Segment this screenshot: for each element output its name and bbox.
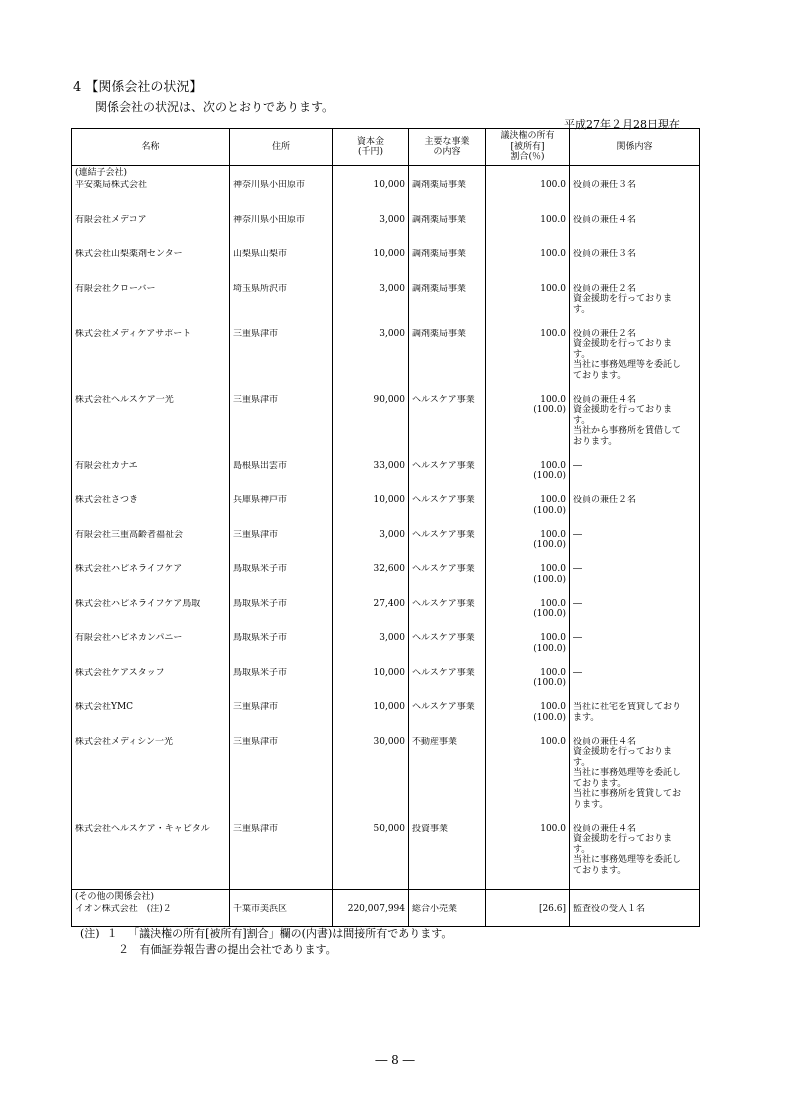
company-voting: [486, 702, 570, 737]
voting-ratio: 100.0: [540, 460, 566, 471]
company-name: 有限会社クローバー: [72, 284, 230, 329]
company-name: 株式会社YMC: [72, 702, 230, 737]
company-address: 鳥取県米子市: [230, 564, 333, 599]
company-capital: 27,400: [333, 599, 409, 634]
company-name: 株式会社ハピネライフケア鳥取: [72, 599, 230, 634]
voting-ratio: 100.0: [540, 667, 566, 678]
voting-ratio-indirect: (100.0): [533, 643, 566, 654]
company-name: 有限会社メデコア: [72, 215, 230, 250]
table-row: [72, 668, 700, 703]
company-business: 調剤薬局事業: [409, 284, 486, 329]
company-relation: [570, 215, 700, 250]
table-row: [72, 180, 700, 215]
company-relation: [570, 824, 700, 890]
voting-ratio-indirect: (100.0): [533, 540, 566, 550]
table-row: [72, 824, 700, 890]
table-row: [72, 495, 700, 530]
group-label-row: [72, 890, 700, 905]
col-header-address: 住所: [230, 129, 333, 166]
parent-name: イオン株式会社 (注)２: [72, 904, 230, 926]
footnote-2: ２ 有価証券報告書の提出会社であります。: [118, 943, 337, 956]
company-relation: [570, 564, 700, 599]
company-business: ヘルスケア事業: [409, 461, 486, 496]
table-row: [72, 461, 700, 496]
company-capital: 3,000: [333, 284, 409, 329]
relation-line: 資金援助を行っておりま: [573, 747, 673, 757]
parent-capital: 220,007,994: [333, 904, 409, 926]
company-relation: [570, 395, 700, 461]
group-label-row: [72, 166, 700, 181]
relation-line: 役員の兼任２名: [573, 328, 637, 339]
company-voting: [486, 530, 570, 565]
company-name: 有限会社カナエ: [72, 461, 230, 496]
table-row: [72, 633, 700, 668]
company-capital: 3,000: [333, 633, 409, 668]
relation-line: ―: [573, 564, 582, 574]
company-name: 株式会社メディケアサポート: [72, 329, 230, 395]
footnotes: [80, 926, 452, 958]
voting-ratio: 100.0: [540, 249, 566, 259]
company-relation: [570, 633, 700, 668]
voting-ratio-indirect: (100.0): [533, 609, 566, 619]
voting-ratio-indirect: (100.0): [533, 471, 566, 481]
company-address: 埼玉県所沢市: [230, 284, 333, 329]
relation-line: す。: [573, 415, 591, 426]
voting-ratio: 100.0: [540, 529, 566, 540]
relation-line: ております。: [573, 370, 627, 381]
company-voting: [486, 395, 570, 461]
company-relation: [570, 530, 700, 565]
company-name: 株式会社山梨薬剤センター: [72, 249, 230, 284]
company-business: ヘルスケア事業: [409, 702, 486, 737]
company-relation: [570, 668, 700, 703]
table-row: [72, 284, 700, 329]
company-address: 山梨県山梨市: [230, 249, 333, 284]
table-row: [72, 904, 700, 926]
company-voting: [486, 329, 570, 395]
company-business: ヘルスケア事業: [409, 395, 486, 461]
company-address: 三重県津市: [230, 395, 333, 461]
col-header-relation: 関係内容: [570, 129, 700, 166]
relation-line: 資金援助を行っておりま: [573, 294, 673, 304]
company-capital: 10,000: [333, 180, 409, 215]
company-capital: 50,000: [333, 824, 409, 890]
table-row: [72, 564, 700, 599]
voting-ratio-indirect: (100.0): [533, 712, 566, 723]
voting-ratio: 100.0: [540, 283, 566, 294]
voting-ratio: 100.0: [540, 328, 566, 339]
table-row: [72, 530, 700, 565]
company-name: 株式会社ケアスタッフ: [72, 668, 230, 703]
company-voting: [486, 668, 570, 703]
company-address: 島根県出雲市: [230, 461, 333, 496]
voting-ratio: 100.0: [540, 736, 566, 747]
table-row: [72, 215, 700, 250]
company-relation: [570, 180, 700, 215]
company-capital: 90,000: [333, 395, 409, 461]
company-voting: [486, 180, 570, 215]
relation-line: す。: [573, 844, 591, 855]
company-capital: 10,000: [333, 702, 409, 737]
company-relation: [570, 284, 700, 329]
company-address: 兵庫県神戸市: [230, 495, 333, 530]
page-number: ― 8 ―: [375, 1053, 415, 1067]
col-header-name: 名称: [72, 129, 230, 166]
company-capital: 30,000: [333, 737, 409, 824]
relation-line: 当社に社宅を賃貸しており: [573, 702, 682, 712]
company-voting: [486, 824, 570, 890]
group-label-other: (その他の関係会社): [72, 890, 230, 905]
voting-ratio-indirect: (100.0): [533, 574, 566, 585]
company-address: 鳥取県米子市: [230, 599, 333, 634]
relation-line: 役員の兼任２名: [573, 283, 637, 294]
relation-line: ―: [573, 633, 582, 643]
parent-business: 総合小売業: [409, 904, 486, 926]
company-capital: 32,600: [333, 564, 409, 599]
company-name: 株式会社ハピネライフケア: [72, 564, 230, 599]
relation-line: 当社から事務所を賃借して: [573, 426, 682, 436]
company-name: 有限会社三重高齢者福祉会: [72, 530, 230, 565]
company-business: ヘルスケア事業: [409, 668, 486, 703]
relation-line: 当社に事務処理等を委託し: [573, 768, 682, 778]
voting-ratio: 100.0: [540, 394, 566, 405]
company-voting: [486, 461, 570, 496]
relation-line: 当社に事務処理等を委託し: [573, 855, 682, 865]
table-header-row: [72, 129, 700, 166]
col-header-voting: 議決権の所有 [被所有] 割合(％): [486, 129, 570, 166]
company-business: ヘルスケア事業: [409, 564, 486, 599]
relation-line: ―: [573, 598, 582, 609]
company-address: 神奈川県小田原市: [230, 215, 333, 250]
company-name: 株式会社さつき: [72, 495, 230, 530]
company-name: 株式会社ヘルスケア一光: [72, 395, 230, 461]
relation-line: 役員の兼任３名: [573, 249, 637, 259]
footnote-1: (注) １ 「議決権の所有[被所有]割合」欄の(内書)は間接所有であります。: [80, 927, 453, 940]
table-row: [72, 329, 700, 395]
company-capital: 3,000: [333, 329, 409, 395]
voting-ratio: 100.0: [540, 823, 566, 834]
company-relation: [570, 737, 700, 824]
company-address: 神奈川県小田原市: [230, 180, 333, 215]
intro-text: 関係会社の状況は、次のとおりであります。: [95, 100, 335, 114]
company-capital: 10,000: [333, 668, 409, 703]
company-voting: [486, 633, 570, 668]
voting-ratio-indirect: (100.0): [533, 505, 566, 516]
relation-line: ―: [573, 460, 582, 471]
company-business: ヘルスケア事業: [409, 633, 486, 668]
section-heading: 4 【関係会社の状況】: [73, 80, 203, 95]
company-voting: [486, 599, 570, 634]
voting-ratio: 100.0: [540, 495, 566, 505]
voting-ratio: 100.0: [540, 702, 566, 712]
relation-line: 資金援助を行っておりま: [573, 339, 673, 349]
company-address: 三重県津市: [230, 824, 333, 890]
company-voting: [486, 564, 570, 599]
company-address: 三重県津市: [230, 329, 333, 395]
relation-line: す。: [573, 757, 591, 768]
as-of-date: 平成27年２月28日現在: [564, 118, 680, 131]
company-business: ヘルスケア事業: [409, 599, 486, 634]
relation-line: す。: [573, 304, 591, 315]
company-business: 調剤薬局事業: [409, 180, 486, 215]
company-address: 三重県津市: [230, 530, 333, 565]
relation-line: ます。: [573, 712, 600, 723]
company-address: 鳥取県米子市: [230, 668, 333, 703]
company-capital: 10,000: [333, 249, 409, 284]
parent-relation: 監査役の受入１名: [570, 904, 700, 926]
company-name: 有限会社ハピネカンパニー: [72, 633, 230, 668]
affiliates-table: [71, 128, 700, 927]
voting-ratio: 100.0: [540, 214, 566, 225]
company-name: 株式会社ヘルスケア・キャピタル: [72, 824, 230, 890]
table-row: [72, 737, 700, 824]
company-relation: [570, 599, 700, 634]
company-voting: [486, 737, 570, 824]
company-business: ヘルスケア事業: [409, 495, 486, 530]
company-address: 三重県津市: [230, 737, 333, 824]
company-address: 三重県津市: [230, 702, 333, 737]
relation-line: ります。: [573, 799, 609, 810]
company-name: 平安薬局株式会社: [72, 180, 230, 215]
company-capital: 10,000: [333, 495, 409, 530]
col-header-capital: 資本金 (千円): [333, 129, 409, 166]
relation-line: 資金援助を行っておりま: [573, 405, 673, 415]
parent-address: 千葉市美浜区: [230, 904, 333, 926]
company-voting: [486, 249, 570, 284]
company-business: 投資事業: [409, 824, 486, 890]
company-business: 不動産事業: [409, 737, 486, 824]
company-relation: [570, 702, 700, 737]
company-capital: 3,000: [333, 215, 409, 250]
company-business: 調剤薬局事業: [409, 249, 486, 284]
relation-line: 資金援助を行っておりま: [573, 834, 673, 844]
company-relation: [570, 249, 700, 284]
voting-ratio: 100.0: [540, 564, 566, 574]
company-capital: 33,000: [333, 461, 409, 496]
group-label-consolidated: (連結子会社): [72, 166, 230, 181]
relation-line: ―: [573, 667, 582, 678]
relation-line: 当社に事務処理等を委託し: [573, 360, 682, 370]
relation-line: 役員の兼任２名: [573, 495, 637, 505]
table-row: [72, 702, 700, 737]
company-name: 株式会社メディシン一光: [72, 737, 230, 824]
voting-ratio: 100.0: [540, 633, 566, 643]
company-business: 調剤薬局事業: [409, 329, 486, 395]
relation-line: 役員の兼任４名: [573, 823, 637, 834]
voting-ratio: 100.0: [540, 180, 566, 190]
relation-line: ―: [573, 529, 582, 540]
relation-line: 役員の兼任３名: [573, 180, 637, 190]
voting-ratio-indirect: (100.0): [533, 405, 566, 415]
company-voting: [486, 215, 570, 250]
relation-line: 役員の兼任４名: [573, 736, 637, 747]
table-row: [72, 395, 700, 461]
company-business: 調剤薬局事業: [409, 215, 486, 250]
relation-line: す。: [573, 349, 591, 360]
company-relation: [570, 329, 700, 395]
company-business: ヘルスケア事業: [409, 530, 486, 565]
relation-line: 役員の兼任４名: [573, 394, 637, 405]
voting-ratio-indirect: (100.0): [533, 678, 566, 688]
relation-line: ております。: [573, 778, 627, 789]
voting-ratio: 100.0: [540, 598, 566, 609]
table-row: [72, 599, 700, 634]
relation-line: おります。: [573, 436, 618, 447]
relation-line: ております。: [573, 865, 627, 876]
company-relation: [570, 461, 700, 496]
company-capital: 3,000: [333, 530, 409, 565]
col-header-business: 主要な事業 の内容: [409, 129, 486, 166]
company-voting: [486, 284, 570, 329]
parent-voting: [26.6]: [486, 904, 570, 926]
company-voting: [486, 495, 570, 530]
table-row: [72, 249, 700, 284]
company-address: 鳥取県米子市: [230, 633, 333, 668]
relation-line: 役員の兼任４名: [573, 214, 637, 225]
relation-line: 当社に事務所を賃貸してお: [573, 789, 682, 799]
company-relation: [570, 495, 700, 530]
